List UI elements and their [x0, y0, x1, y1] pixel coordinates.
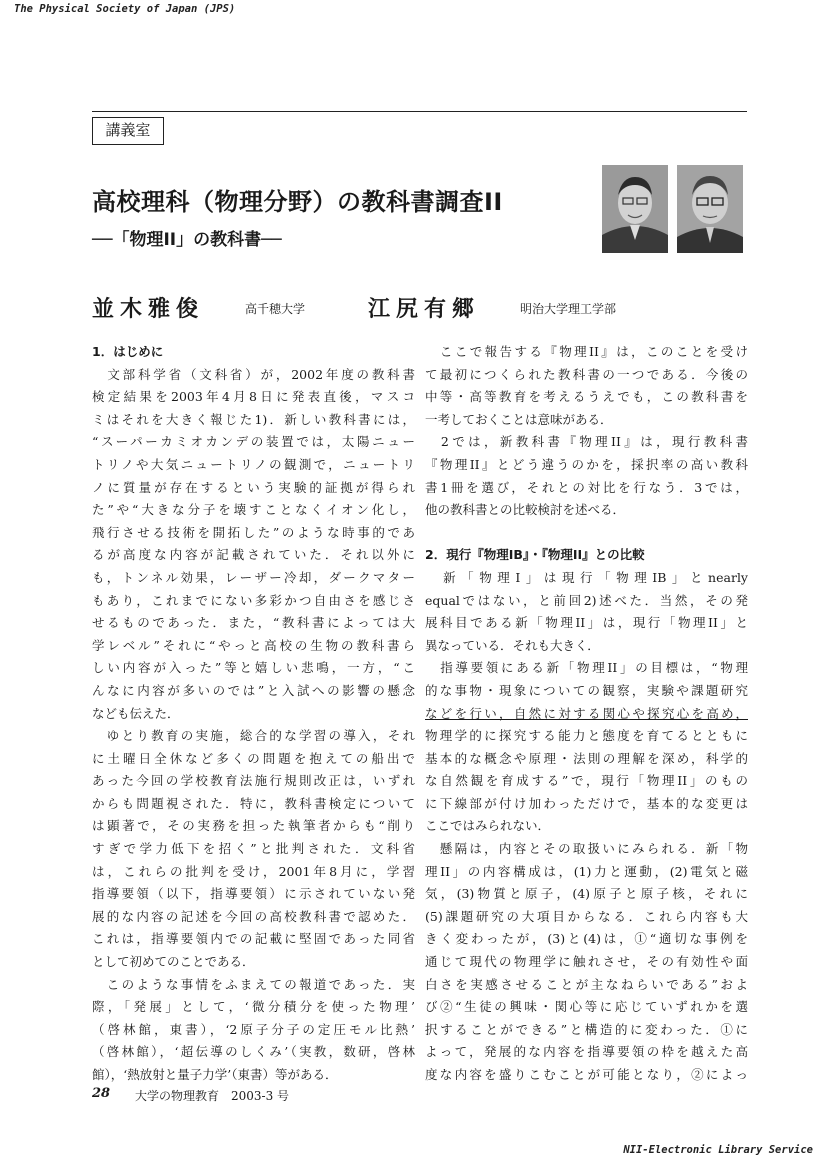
body-line: 展科目である新「物理II」は，現行「物理II」と: [425, 615, 748, 631]
article-subtitle: ──「物理II」の教科書──: [92, 230, 282, 250]
body-line: も，トンネル効果，レーザー冷却，ダークマター: [92, 569, 415, 585]
author-name-1: 並木雅俊: [92, 296, 205, 322]
body-line: 懸隔は，内容とその取扱いにみられる．新「物: [425, 841, 748, 857]
body-line: 文部科学省（文科省）が，2002年度の教科書: [92, 366, 415, 382]
author-name-2: 江尻有郷: [368, 296, 481, 322]
section-heading-1: 1．はじめに: [92, 344, 164, 359]
body-line: 物理学的に探究する能力と態度を育てるとともに: [425, 728, 748, 744]
body-line: 指導要領（以下，指導要領）に示されていない発: [92, 886, 415, 902]
body-line: 異なっている．それも大きく．: [425, 637, 600, 653]
body-line: た”や“大きな分子を壊すことなくイオン化し，: [92, 502, 415, 518]
body-line: 度な内容を盛りこむことが可能となり，②によっ: [425, 1067, 748, 1082]
body-line: 基本的な概念や原理・法則の理解を深め，科学的: [425, 750, 748, 766]
body-line: “スーパーカミオカンデの装置では，太陽ニュー: [92, 434, 415, 450]
body-line: （啓林館，東書），‘2原子分子の定圧モル比熱’: [92, 1021, 415, 1037]
section-heading-2: 2．現行『物理IB』・『物理II』との比較: [425, 547, 645, 563]
body-line: 白さを実感させることが主なねらいである”およ: [425, 976, 748, 992]
author-photo-2: [677, 165, 743, 253]
body-line: あった今回の学校教育法施行規則改正は，いずれ: [92, 773, 415, 789]
body-left-column: [92, 341, 415, 1087]
body-line: 通じて現代の物理学に触れさせ，その有効性や面: [425, 954, 748, 970]
top-rule: [92, 111, 747, 112]
body-line: 展的な内容の記述を今回の高校教科書で認めた．: [92, 908, 415, 924]
body-line: しい内容が入った”等と嬉しい悲鳴，一方，“こ: [92, 660, 415, 676]
body-line: （啓林館），‘超伝導のしくみ’（実教，数研，啓林: [92, 1044, 415, 1060]
body-line: として初めてのことである．: [92, 954, 255, 970]
body-line: て最初につくられた教科書の一つである．今後の: [425, 366, 748, 382]
body-line: equalではない，と前回2)述べた．当然，その発: [425, 592, 748, 608]
body-line: 新「物理I」は現行「物理IB」とnearly: [425, 569, 748, 585]
body-line: な自然観を育成する”で，現行「物理II」のもの: [425, 773, 748, 789]
body-line: トリノや大気ニュートリノの観測で，ニュートリ: [92, 456, 415, 472]
author-photo-1: [602, 165, 668, 253]
body-line: 気，(3)物質と原子，(4)原子と原子核，それに: [425, 886, 748, 902]
body-line: 中等・高等教育を考えるうえでも，この教科書を: [425, 389, 748, 405]
header-source: The Physical Society of Japan (JPS): [14, 3, 236, 15]
body-line: せるものであった．また，“教科書によっては大: [92, 615, 415, 631]
body-line: 2では，新教科書『物理II』は，現行教科書: [425, 434, 748, 450]
body-line: は顕著で，その実務を担った執筆者からも“削り: [92, 818, 415, 834]
body-line-underlined: などを行い，自然に対する関心や探究心を高め，: [425, 705, 748, 721]
body-line: (5)課題研究の大項目からなる．これら内容も大: [425, 908, 748, 924]
body-line: 館），‘熱放射と量子力学’（東書）等がある．: [92, 1067, 338, 1082]
section-label: 講義室: [92, 117, 164, 145]
body-line: ゆとり教育の実施，総合的な学習の導入，それ: [92, 728, 415, 744]
body-line: 際，「発展」として，‘微分積分を使った物理’: [92, 999, 415, 1015]
journal-name: 大学の物理教育 2003-3 号: [135, 1089, 290, 1103]
body-line: 書1冊を選び，それとの対比を行なう．3では，: [425, 479, 748, 495]
body-line: ノに質量が存在するという実験的証拠が得られ: [92, 479, 415, 495]
body-line: るが高度な内容が記載されていた．それ以外に: [92, 547, 415, 563]
body-spacer: [425, 522, 748, 545]
body-line: すぎで学力低下を招く”と批判された．文科省: [92, 841, 415, 857]
body-line: 択することができる”と構造的に変わった．①に: [425, 1021, 748, 1037]
body-line: 他の教科書との比較検討を述べる．: [425, 502, 626, 518]
body-line: 学レベル”それに“やっと高校の生物の教科書ら: [92, 637, 415, 653]
body-line: よって，発展的な内容を指導要領の枠を越えた高: [425, 1044, 748, 1060]
body-line: きく変わったが，(3)と(4)は，①“適切な事例を: [425, 931, 748, 947]
article-title: 高校理科（物理分野）の教科書調査II: [92, 188, 503, 216]
body-line: 『物理II』とどう違うのかを，採択率の高い教科: [425, 456, 748, 472]
body-line: このような事情をふまえての報道であった．実: [92, 976, 415, 992]
body-line: 検定結果を2003年4月8日に発表直後，マスコ: [92, 389, 415, 405]
author-affiliation-1: 高千穂大学: [245, 302, 306, 316]
body-line: ミはそれを大きく報じた1)．新しい教科書には，: [92, 411, 415, 427]
body-line: 指導要領にある新「物理II」の目標は，“物理: [425, 660, 748, 676]
body-line: に下線部が付け加わっただけで，基本的な変更は: [425, 795, 748, 811]
body-line: からも問題視された．特に，教科書検定について: [92, 795, 415, 811]
body-right-column: [425, 341, 748, 1087]
body-line: 飛行させる技術を開拓した”のような時事的であ: [92, 524, 415, 540]
body-line: ここではみられない．: [425, 818, 551, 834]
body-line: は，これらの批判を受け，2001年8月に，学習: [92, 863, 415, 879]
body-line: これは，指導要領内での記載に堅固であった同省: [92, 931, 415, 947]
footer-source: NII-Electronic Library Service: [623, 1144, 813, 1156]
body-line: ここで報告する『物理II』は，このことを受け: [425, 344, 748, 359]
body-line: に土曜日全休など多くの問題を抱えての船出で: [92, 750, 415, 766]
body-line: び②“生徒の興味・関心等に応じていずれかを選: [425, 999, 748, 1015]
body-line: んなに内容が多いのでは”と入試への影響の懸念: [92, 682, 415, 698]
author-affiliation-2: 明治大学理工学部: [520, 302, 617, 316]
body-line: 理II」の内容構成は，(1)力と運動，(2)電気と磁: [425, 863, 748, 879]
body-line: もあり，これまでにない多彩かつ自由さを感じさ: [92, 592, 415, 608]
body-line: 一考しておくことは意味がある．: [425, 411, 613, 427]
body-line: 的な事物・現象についての観察，実験や課題研究: [425, 682, 748, 698]
body-line: なども伝えた．: [92, 705, 180, 721]
page-number: 28: [92, 1086, 111, 1101]
